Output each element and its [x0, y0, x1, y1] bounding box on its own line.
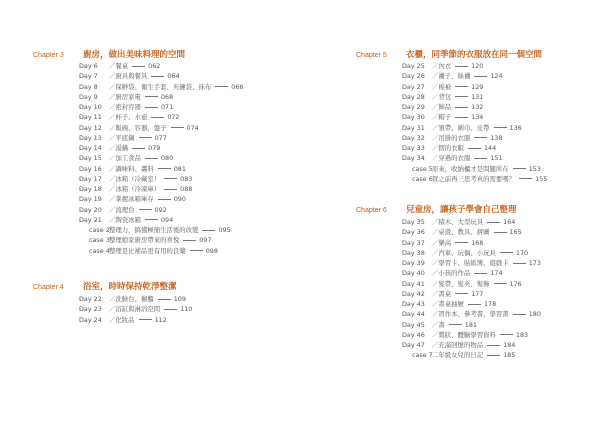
case-entry [79, 236, 212, 245]
case-label: case 2 [89, 226, 110, 234]
day-label: Day 41 [402, 279, 425, 288]
day-label: Day 14 [79, 144, 102, 152]
leader-dash [494, 232, 507, 233]
leader-dash [455, 117, 468, 118]
entry-title: ／陶瓷冰箱 [109, 215, 141, 224]
leader-dash [455, 242, 468, 243]
leader-dash [145, 158, 158, 159]
day-label: Day 38 [402, 248, 425, 257]
entry-title: ／汽車、玩偶、小玩具 [432, 248, 496, 257]
page-number: 094 [160, 215, 174, 224]
leader-dash [215, 86, 228, 87]
day-label: Day 28 [402, 92, 425, 101]
case-label: case 5 [412, 164, 433, 173]
day-entry [402, 290, 483, 299]
page-number: 183 [515, 330, 529, 339]
leader-dash [190, 250, 203, 251]
day-entry [79, 206, 167, 215]
page-number: 068 [160, 92, 174, 101]
page-number: 173 [528, 259, 541, 267]
page-number: 080 [160, 154, 174, 163]
day-entry [79, 165, 186, 174]
chapter-label: Chapter 4 [33, 284, 64, 291]
chapter-label: Chapter 5 [356, 52, 387, 59]
entry-title: ／飯碗、容器、盤子 [109, 123, 167, 132]
case-entry [402, 175, 547, 184]
page-number: 181 [464, 320, 477, 329]
page-number: 132 [471, 103, 484, 111]
entry-title: ／冰箱（冷藏室） [109, 174, 161, 183]
chapter-title: 兒童房，讓孩子學會自己整理 [406, 205, 517, 215]
day-entry [79, 295, 186, 304]
day-entry [79, 93, 173, 102]
leader-dash [139, 209, 152, 210]
entry-title: ／加工食品 [109, 154, 141, 163]
day-entry [79, 134, 167, 143]
day-label: Day 44 [402, 310, 425, 319]
page-number: 155 [535, 174, 548, 183]
entry-title: ／流理台 [109, 205, 135, 214]
day-entry [402, 321, 477, 330]
case-entry [402, 351, 515, 360]
entry-title: 買之前再三思考真的需要嗎？ [432, 174, 516, 183]
day-entry [402, 113, 483, 122]
day-label: Day 21 [79, 215, 102, 224]
day-label: Day 32 [402, 133, 425, 142]
page-number: 074 [186, 123, 199, 132]
leader-dash [474, 76, 487, 77]
entry-title: ／書桌抽屜 [432, 300, 464, 308]
leader-dash [164, 309, 177, 310]
entry-title: ／領帶、圍巾、皮帶 [432, 123, 490, 132]
day-entry [402, 103, 483, 112]
day-label: Day 11 [79, 113, 102, 122]
entry-title: ／摺的衣服 [432, 144, 464, 152]
leader-dash [171, 127, 184, 128]
leader-dash [164, 189, 177, 190]
day-label: Day 31 [402, 123, 425, 132]
page-number: 062 [148, 62, 161, 70]
page-number: 134 [471, 113, 484, 122]
entry-title: ／習作本、參考書、學習書 [432, 310, 509, 319]
day-entry [402, 269, 503, 278]
entry-title: ／書 [432, 320, 445, 329]
page-number: 083 [180, 174, 193, 183]
page-number: 092 [154, 205, 167, 214]
leader-dash [132, 148, 145, 149]
day-label: Day 19 [79, 195, 102, 204]
page-number: 151 [490, 154, 503, 163]
day-label: Day 26 [402, 72, 425, 81]
leader-dash [455, 96, 468, 97]
leader-dash [132, 66, 145, 67]
day-entry [402, 124, 522, 133]
day-label: Day 36 [402, 228, 425, 237]
leader-dash [474, 137, 487, 138]
page-number: 079 [148, 144, 161, 152]
entry-title: ／帽子 [432, 113, 452, 122]
leader-dash [164, 178, 177, 179]
entry-title: 原來，收納櫃才是問題所在 [432, 164, 509, 173]
leader-dash [151, 76, 164, 77]
page-number: 129 [471, 82, 484, 91]
page-number: 165 [509, 228, 522, 237]
case-entry [79, 226, 231, 235]
day-label: Day 27 [402, 82, 425, 91]
day-label: Day 18 [79, 185, 102, 193]
day-entry [402, 228, 522, 237]
case-entry [402, 165, 541, 174]
entry-title: ／廚具與餐具 [109, 72, 148, 81]
entry-title: ／學習卡、貼紙簿、遊戲卡 [432, 259, 509, 267]
page-number: 072 [167, 113, 180, 122]
entry-title: ／湯鍋 [109, 144, 129, 152]
case-label: case 3 [89, 236, 110, 245]
chapter-heading [356, 203, 517, 215]
day-label: Day 9 [79, 92, 98, 101]
leader-dash [487, 355, 500, 356]
leader-dash [145, 96, 158, 97]
day-label: Day 45 [402, 320, 425, 329]
day-label: Day 39 [402, 259, 425, 267]
day-entry [402, 300, 496, 309]
leader-dash [468, 304, 481, 305]
entry-title: ／餐桌 [109, 62, 129, 70]
day-label: Day 17 [79, 174, 102, 183]
entry-title: ／調味料、醬料 [109, 164, 154, 173]
leader-dash [145, 107, 158, 108]
entry-title: ／飾品 [432, 103, 452, 111]
entry-title: ／小孩的作品 [432, 269, 471, 278]
entry-title: ／浴缸與淋浴空間 [109, 305, 161, 314]
leader-dash [474, 273, 487, 274]
leader-dash [487, 222, 500, 223]
day-label: Day 43 [402, 300, 425, 308]
entry-title: ／髮帶、髮夾、髮飾 [432, 279, 490, 288]
chapter-label: Chapter 3 [33, 52, 64, 59]
entry-title: ／棉被 [432, 82, 452, 91]
page-number: 120 [471, 62, 484, 70]
day-label: Day 7 [79, 72, 98, 81]
leader-dash [513, 314, 526, 315]
leader-dash [139, 137, 152, 138]
chapter-heading [356, 48, 542, 60]
page-number: 168 [471, 238, 484, 247]
day-label: Day 40 [402, 269, 425, 278]
day-entry [402, 93, 483, 102]
entry-title: 整理是比補品更有用的良藥 [109, 246, 186, 255]
entry-title: 整理娘家廚房帶來的喜悅 [109, 236, 180, 245]
entry-title: 二年級女兒的日記 [432, 351, 484, 360]
day-entry [402, 239, 483, 248]
entry-title: ／冰箱（冷凍庫） [109, 185, 161, 193]
entry-title: ／杯子、水壺 [109, 113, 148, 122]
day-label: Day 22 [79, 295, 102, 303]
page-number: 077 [154, 133, 167, 142]
page-number: 138 [490, 133, 503, 142]
leader-dash [500, 334, 513, 335]
page-number: 098 [205, 246, 218, 255]
page-number: 131 [471, 92, 484, 101]
day-label: Day 46 [402, 330, 425, 339]
page-number: 144 [483, 144, 497, 152]
day-label: Day 35 [402, 218, 425, 226]
leader-dash [139, 319, 152, 320]
page-number: 136 [509, 123, 522, 132]
page-number: 180 [528, 310, 541, 319]
day-label: Day 10 [79, 103, 102, 111]
page-number: 170 [515, 248, 529, 257]
entry-title: ／化妝品 [109, 315, 135, 324]
day-label: Day 30 [402, 113, 425, 122]
day-label: Day 47 [402, 341, 425, 349]
page-number: 095 [218, 226, 231, 234]
day-entry [402, 83, 483, 92]
day-entry [402, 249, 528, 258]
leader-dash [519, 178, 532, 179]
entry-title: ／積木、大型玩具 [432, 218, 484, 226]
day-entry [79, 154, 173, 163]
page-number: 064 [167, 72, 180, 81]
day-entry [79, 113, 180, 122]
leader-dash [455, 293, 468, 294]
page-number: 124 [490, 72, 503, 81]
page-number: 066 [231, 82, 244, 91]
day-label: Day 24 [79, 315, 102, 324]
day-entry [79, 305, 192, 314]
entry-title: ／掌握冰箱庫存 [109, 195, 154, 204]
leader-dash [500, 252, 513, 253]
leader-dash [455, 86, 468, 87]
day-label: Day 12 [79, 123, 102, 132]
leader-dash [449, 324, 462, 325]
leader-dash [202, 230, 215, 231]
leader-dash [513, 168, 526, 169]
page-number: 071 [160, 103, 174, 111]
case-entry [79, 247, 218, 256]
page-number: 088 [180, 185, 193, 193]
page-number: 176 [509, 279, 522, 288]
leader-dash [455, 66, 468, 67]
page-number: 109 [173, 295, 186, 303]
page-number: 153 [528, 164, 541, 173]
day-entry [79, 316, 167, 325]
day-label: Day 8 [79, 82, 98, 91]
entry-title: ／內衣 [432, 62, 452, 70]
day-entry [79, 103, 173, 112]
leader-dash [494, 283, 507, 284]
day-entry [79, 144, 160, 153]
chapter-label: Chapter 6 [356, 207, 387, 214]
page-number: 185 [503, 351, 516, 360]
entry-title: ／書桌 [432, 289, 452, 298]
day-entry [79, 124, 199, 133]
page-number: 164 [503, 218, 516, 226]
leader-dash [513, 263, 526, 264]
day-entry [79, 216, 173, 225]
day-label: Day 16 [79, 164, 102, 173]
day-entry [402, 62, 483, 71]
case-label: case 6 [412, 174, 433, 183]
leader-dash [474, 158, 487, 159]
leader-dash [145, 219, 158, 220]
day-entry [402, 280, 522, 289]
entry-title: ／廚房家電 [109, 92, 141, 101]
day-entry [79, 72, 180, 81]
day-entry [402, 72, 503, 81]
day-label: Day 29 [402, 103, 425, 111]
entry-title: ／穿過的衣服 [432, 154, 471, 163]
day-label: Day 23 [79, 305, 102, 314]
chapter-heading [33, 48, 185, 60]
day-entry [402, 154, 503, 163]
leader-dash [151, 117, 164, 118]
page-number: 112 [154, 315, 167, 324]
day-entry [79, 62, 160, 71]
leader-dash [468, 148, 481, 149]
day-entry [402, 134, 503, 143]
day-entry [79, 83, 243, 92]
day-entry [402, 259, 541, 268]
day-entry [402, 310, 541, 319]
day-label: Day 20 [79, 205, 102, 214]
day-label: Day 25 [402, 62, 425, 70]
day-entry [79, 175, 192, 184]
leader-dash [158, 199, 171, 200]
entry-title: ／保鮮袋、衛生手套、夾鏈袋、抹布 [109, 82, 212, 91]
entry-title: ／充滿回憶的物品 [432, 341, 484, 349]
entry-title: ／樂高 [432, 238, 452, 247]
day-label: Day 6 [79, 62, 98, 70]
page-number: 184 [503, 341, 516, 349]
chapter-title: 廚房，做出美味料理的空間 [83, 50, 186, 60]
day-label: Day 33 [402, 144, 425, 152]
page-number: 090 [173, 195, 186, 204]
entry-title: ／獎狀、體驗學習資料 [432, 330, 496, 339]
page-number: 110 [180, 305, 193, 314]
page-number: 174 [490, 269, 503, 278]
entry-title: ／桌遊、教具、拼圖 [432, 228, 490, 237]
day-entry [402, 144, 496, 153]
leader-dash [158, 168, 171, 169]
chapter-title: 衣櫃，同季節的衣服放在同一個空間 [406, 50, 543, 60]
case-label: case 4 [89, 246, 110, 255]
entry-title: ／洗臉台、櫥櫃 [109, 295, 154, 303]
day-label: Day 37 [402, 238, 425, 247]
page-number: 177 [471, 289, 484, 298]
day-entry [79, 185, 192, 194]
day-label: Day 42 [402, 289, 425, 298]
entry-title: ／襪子、絲襪 [432, 72, 471, 81]
day-entry [402, 218, 515, 227]
day-label: Day 34 [402, 154, 425, 163]
day-entry [79, 195, 186, 204]
leader-dash [158, 299, 171, 300]
day-entry [402, 341, 515, 350]
day-label: Day 15 [79, 154, 102, 163]
entry-title: ／平底鍋 [109, 133, 135, 142]
entry-title: 整理力，搞懂極簡生活後的改變 [109, 226, 199, 234]
page-number: 178 [483, 300, 497, 308]
leader-dash [183, 240, 196, 241]
entry-title: ／背包 [432, 92, 452, 101]
page-number: 097 [199, 236, 212, 245]
page-number: 081 [173, 164, 186, 173]
day-label: Day 13 [79, 133, 102, 142]
entry-title: ／密封容器 [109, 103, 141, 111]
chapter-heading [33, 280, 177, 292]
day-entry [402, 331, 528, 340]
leader-dash [494, 127, 507, 128]
leader-dash [455, 107, 468, 108]
entry-title: ／吊掛的衣服 [432, 133, 471, 142]
case-label: case 7 [412, 351, 433, 360]
chapter-title: 浴室，時時保持乾淨整潔 [83, 282, 177, 292]
leader-dash [487, 345, 500, 346]
